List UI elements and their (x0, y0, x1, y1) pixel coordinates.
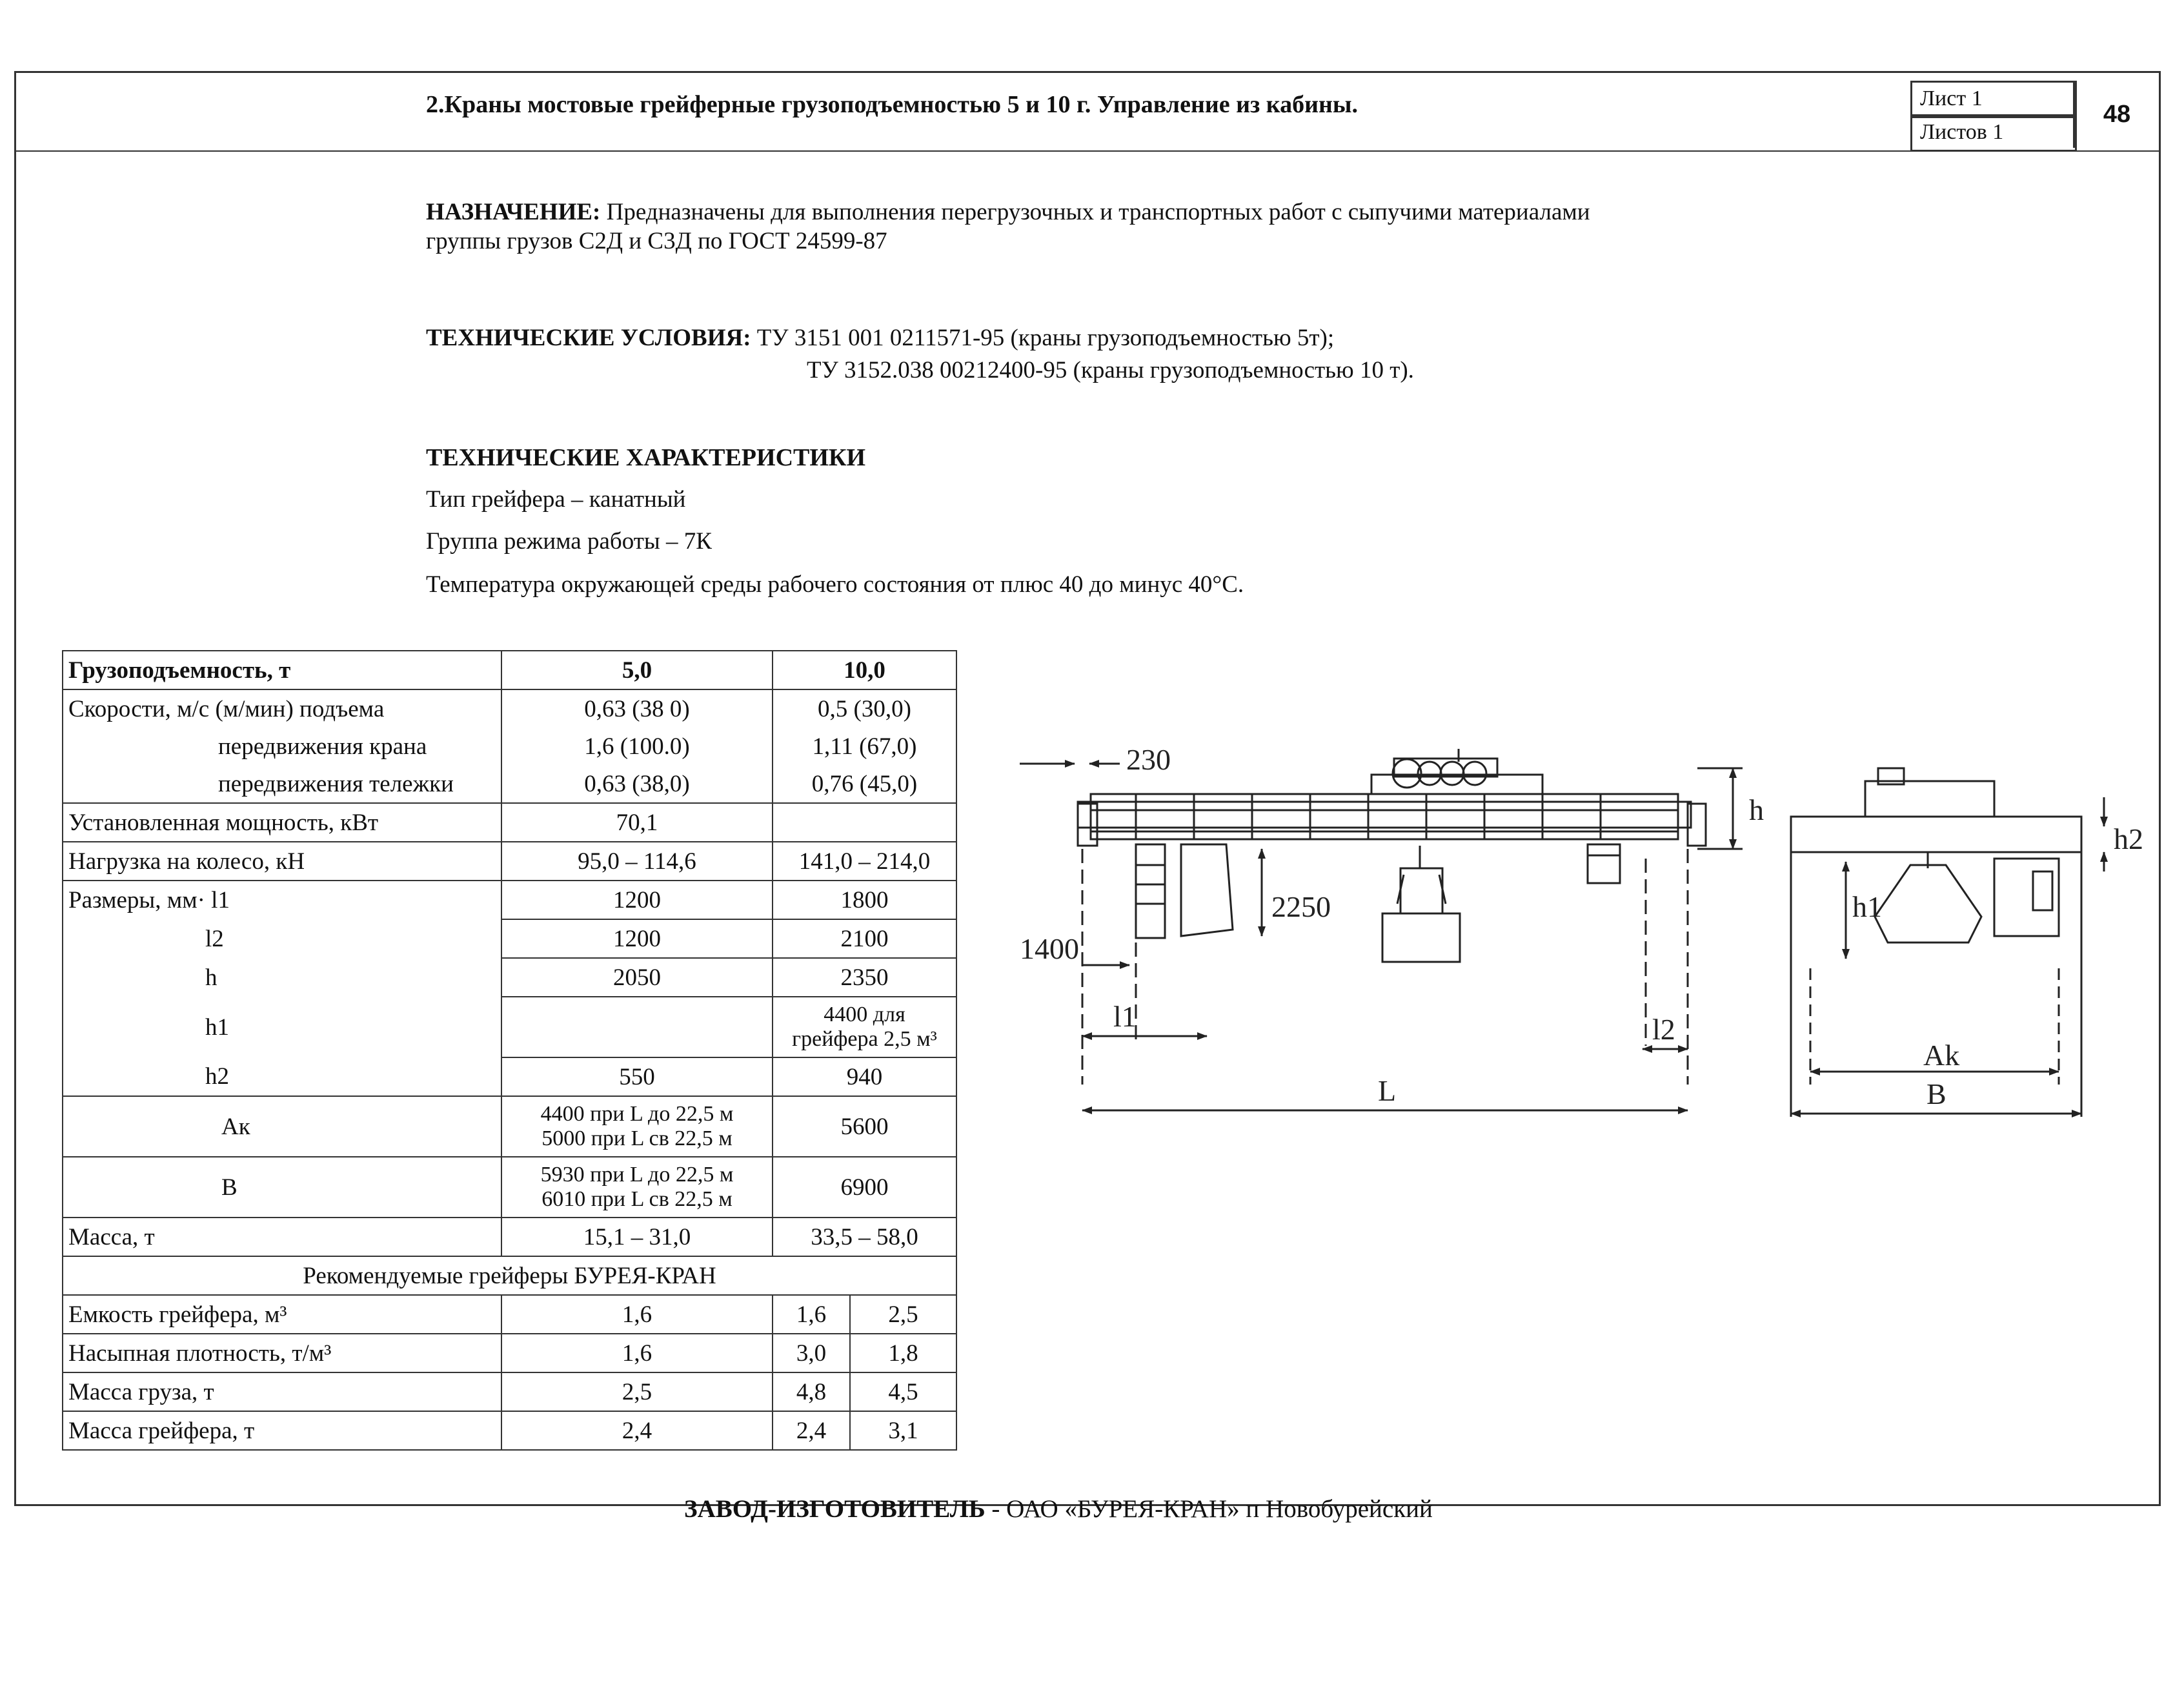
table-cell: h (63, 958, 501, 997)
bridge-girder (1078, 802, 1691, 828)
table-cell: 1,6 (501, 1334, 773, 1372)
table-cell (773, 803, 956, 842)
tech-conditions-line-1 (426, 323, 1334, 354)
dim-230: 230 (1126, 743, 1171, 776)
table-cell: 3,1 (850, 1411, 956, 1450)
table-cell: 15,1 – 31,0 (501, 1218, 773, 1256)
table-cell: 5600 (773, 1096, 956, 1157)
table-cell: Скорости, м/с (м/мин) подъема (63, 689, 501, 728)
table-row (63, 1256, 956, 1295)
table-cell-b (501, 1157, 773, 1218)
dim-l1: l1 (1113, 1000, 1137, 1033)
document-title: 2.Краны мостовые грейферные грузоподъемностью 5 и 10 г. Управление из кабины. (426, 91, 1359, 118)
manufacturer-label: ЗАВОД-ИЗГОТОВИТЕЛЬ (684, 1495, 986, 1523)
table-row (63, 1295, 956, 1334)
table-cell: 6900 (773, 1157, 956, 1218)
table-cell: 2350 (773, 958, 956, 997)
table-cell: 4,8 (773, 1372, 850, 1411)
page-number: 48 (2103, 101, 2131, 128)
b-line-1: 5930 при L до 22,5 м (540, 1163, 734, 1187)
table-cell: Установленная мощность, кВт (63, 803, 501, 842)
purpose-line-1 (426, 197, 1590, 228)
table-cell: Насыпная плотность, т/м³ (63, 1334, 501, 1372)
dim-1400: 1400 (1020, 932, 1079, 965)
purpose-text-2: группы грузов С2Д и С3Д по ГОСТ 24599-87 (426, 228, 887, 254)
purpose-text-1: Предназначены для выполнения перегрузочных и транспортных работ с сыпучими материалами (606, 199, 1590, 225)
sheet-label: Лист 1 (1920, 87, 1983, 110)
table-cell: 0,5 (30,0) (773, 689, 956, 728)
table-cell: h1 (63, 997, 501, 1057)
characteristics-line-2: Группа режима работы – 7К (426, 528, 712, 555)
table-cell-ak (501, 1096, 773, 1157)
table-cell: 2100 (773, 919, 956, 958)
table-cell: 1,8 (850, 1334, 956, 1372)
table-cell: 1,11 (67,0) (773, 728, 956, 765)
table-cell: 2,5 (501, 1372, 773, 1411)
table-cell: 141,0 – 214,0 (773, 842, 956, 881)
h1-value-line-2: грейфера 2,5 м³ (792, 1027, 937, 1051)
dim-B: B (1926, 1077, 1946, 1110)
table-row (63, 881, 956, 919)
table-header-row (63, 651, 956, 689)
tech-conditions-text-2: ТУ 3152.038 00212400-95 (краны грузоподъемностью 10 т). (807, 357, 1414, 383)
table-cell: 95,0 – 114,6 (501, 842, 773, 881)
table-cell: h2 (63, 1057, 501, 1096)
sheets-label: Листов 1 (1920, 120, 2004, 144)
dim-h1: h1 (1852, 890, 1882, 923)
table-row (63, 1057, 956, 1096)
ak-line-1: 4400 при L до 22,5 м (540, 1102, 734, 1126)
end-view-grab (1875, 865, 1981, 943)
table-row (63, 842, 956, 881)
table-cell: 1,6 (100.0) (501, 728, 773, 765)
grab-heading: Рекомендуемые грейферы БУРЕЯ-КРАН (63, 1256, 956, 1295)
table-cell: 1,6 (501, 1295, 773, 1334)
table-header-cell: Грузоподъемность, т (63, 651, 501, 689)
table-row (63, 1157, 956, 1218)
table-cell: 0,76 (45,0) (773, 765, 956, 803)
table-cell: 0,63 (38,0) (501, 765, 773, 803)
table-cell: Масса груза, т (63, 1372, 501, 1411)
table-cell: 33,5 – 58,0 (773, 1218, 956, 1256)
table-cell: 940 (773, 1057, 956, 1096)
table-cell: 4,5 (850, 1372, 956, 1411)
dim-l2: l2 (1652, 1013, 1675, 1046)
table-cell: Размеры, мм· l1 (63, 881, 501, 919)
table-header-cell: 10,0 (773, 651, 956, 689)
table-row (63, 997, 956, 1057)
table-cell: 2,4 (501, 1411, 773, 1450)
h1-value-line-1: 4400 для (824, 1003, 905, 1026)
table-cell: 70,1 (501, 803, 773, 842)
table-cell: 1200 (501, 881, 773, 919)
table-cell (501, 997, 773, 1057)
table-cell: Нагрузка на колесо, кН (63, 842, 501, 881)
spec-table (62, 650, 957, 1451)
sheets-count-box (1910, 114, 2077, 152)
manufacturer-text: - ОАО «БУРЕЯ-КРАН» п Новобурейский (985, 1495, 1433, 1523)
table-cell: 3,0 (773, 1334, 850, 1372)
table-cell: 2050 (501, 958, 773, 997)
table-row (63, 1334, 956, 1372)
grab (1400, 868, 1442, 913)
dim-h: h (1749, 793, 1764, 826)
table-row (63, 689, 956, 728)
page-number-box (2073, 81, 2159, 148)
purpose-label: НАЗНАЧЕНИЕ: (426, 199, 601, 225)
characteristics-line-1: Тип грейфера – канатный (426, 486, 686, 513)
table-cell: 550 (501, 1057, 773, 1096)
crane-drawing (1007, 723, 2169, 1175)
table-cell: l2 (63, 919, 501, 958)
table-row (63, 803, 956, 842)
table-row (63, 1096, 956, 1157)
table-cell: передвижения тележки (63, 765, 501, 803)
dim-Ak: Ak (1923, 1039, 1960, 1072)
table-cell: 1800 (773, 881, 956, 919)
table-row (63, 1218, 956, 1256)
table-cell: Масса грейфера, т (63, 1411, 501, 1450)
tech-conditions-text-1: ТУ 3151 001 0211571-95 (краны грузоподъемностью 5т); (756, 325, 1335, 351)
characteristics-heading: ТЕХНИЧЕСКИЕ ХАРАКТЕРИСТИКИ (426, 444, 866, 471)
table-cell: передвижения крана (63, 728, 501, 765)
table-row (63, 958, 956, 997)
table-cell: 0,63 (38 0) (501, 689, 773, 728)
table-cell: Масса, т (63, 1218, 501, 1256)
dim-2250: 2250 (1271, 890, 1331, 923)
table-cell: B (63, 1157, 501, 1218)
dim-h2: h2 (2114, 822, 2143, 855)
table-row (63, 1411, 956, 1450)
table-row (63, 765, 956, 803)
table-cell: Aк (63, 1096, 501, 1157)
table-row (63, 1372, 956, 1411)
table-row (63, 728, 956, 765)
table-cell-h1 (773, 997, 956, 1057)
end-view-girder (1791, 817, 2081, 852)
table-row (63, 919, 956, 958)
tech-conditions-label: ТЕХНИЧЕСКИЕ УСЛОВИЯ: (426, 325, 751, 351)
dim-L: L (1378, 1074, 1397, 1107)
table-cell: 2,5 (850, 1295, 956, 1334)
table-cell: 1200 (501, 919, 773, 958)
b-line-2: 6010 при L св 22,5 м (541, 1187, 733, 1211)
table-header-cell: 5,0 (501, 651, 773, 689)
ak-line-2: 5000 при L св 22,5 м (541, 1126, 733, 1150)
sheet-number-box (1910, 81, 2077, 118)
table-cell: 2,4 (773, 1411, 850, 1450)
table-cell: 1,6 (773, 1295, 850, 1334)
table-cell: Емкость грейфера, м³ (63, 1295, 501, 1334)
manufacturer (684, 1494, 1433, 1524)
characteristics-line-3: Температура окружающей среды рабочего состояния от плюс 40 до минус 40°С. (426, 571, 1244, 598)
operator-cabin (1136, 844, 1165, 938)
